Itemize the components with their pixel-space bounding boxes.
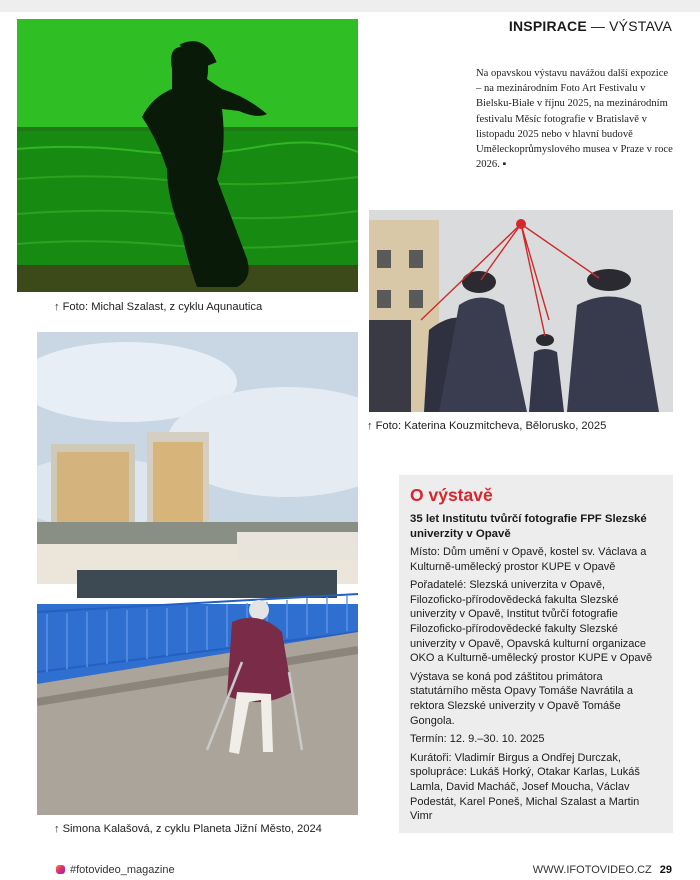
- page-number: 29: [659, 864, 672, 876]
- page-header: [509, 18, 672, 34]
- exhibition-curators: Kurátoři: Vladimír Birgus a Ondřej Durczak, spolupráce: Lukáš Horký, Otakar Karlas, Lukáš Lamla, David Macháč, Josef Moucha, Václav Podestát, Karel Poneš, Michal Szalast a Martin Vimr: [410, 751, 640, 823]
- instagram-handle: #fotovideo_magazine: [70, 864, 175, 876]
- exhibition-name: 35 let Institutu tvůrčí fotografie FPF Slezské univerzity v Opavě: [410, 513, 647, 540]
- header-separator: —: [590, 18, 606, 34]
- exhibition-term: Termín: 12. 9.–30. 10. 2025: [410, 733, 545, 746]
- top-strip: [0, 0, 700, 12]
- arrow-up-icon: ↑: [54, 823, 60, 835]
- website-link[interactable]: WWW.IFOTOVIDEO.CZ: [532, 864, 652, 876]
- photo-belarus: [369, 210, 673, 412]
- exhibition-patronage: Výstava se koná pod záštitou primátora statutárního města Opavy Tomáše Navrátila a rektora Slezské univerzity v Opavě Tomáše Gongola.: [410, 670, 633, 727]
- exhibition-place: Místo: Dům umění v Opavě, kostel sv. Václava a Kulturně-umělecký prostor KUPE v Opavě: [410, 546, 647, 573]
- instagram-icon: [56, 865, 65, 874]
- arrow-up-icon: ↑: [54, 301, 60, 313]
- photo-aqunautica: [17, 19, 358, 292]
- caption-text: Simona Kalašová, z cyklu Planeta Jižní Město, 2024: [62, 823, 322, 835]
- caption-photo-2: [367, 420, 606, 432]
- exhibition-info-box: [399, 475, 673, 833]
- info-box-title: O výstavě: [410, 485, 493, 505]
- subsection-label: VÝSTAVA: [609, 18, 672, 34]
- exhibition-organizers: Pořadatelé: Slezská univerzita v Opavě, Filozoficko-přírodovědecká fakulta Slezské univerzity v Opavě, Institut tvůrčí fotografie Filozoficko-přírodovědecké fakulty Slezské univerzity v Opavě, Opavská kulturní organizace OKO a Kulturně-umělecký prostor KUPE v Opavě: [410, 579, 653, 665]
- footer-instagram[interactable]: [56, 864, 175, 876]
- footer-right: [533, 864, 672, 876]
- photo-planeta-jizni-mesto: [37, 332, 358, 815]
- caption-photo-1: [54, 301, 262, 313]
- caption-photo-3: [54, 823, 322, 835]
- section-label: INSPIRACE: [508, 18, 587, 34]
- intro-paragraph: Na opavskou výstavu navážou další expozice – na mezinárodním Foto Art Festivalu v Bielsku-Białe v říjnu 2025, na mezinárodním festivalu Měsíc fotografie v Bratislavě v listopadu 2025 nebo v hlavní budově Uměleckoprůmyslového musea v Praze v roce 2026. ▪: [476, 68, 673, 171]
- arrow-up-icon: ↑: [367, 420, 373, 432]
- caption-text: Foto: Katerina Kouzmitcheva, Bělorusko, 2025: [375, 420, 607, 432]
- caption-text: Foto: Michal Szalast, z cyklu Aqunautica: [62, 301, 263, 313]
